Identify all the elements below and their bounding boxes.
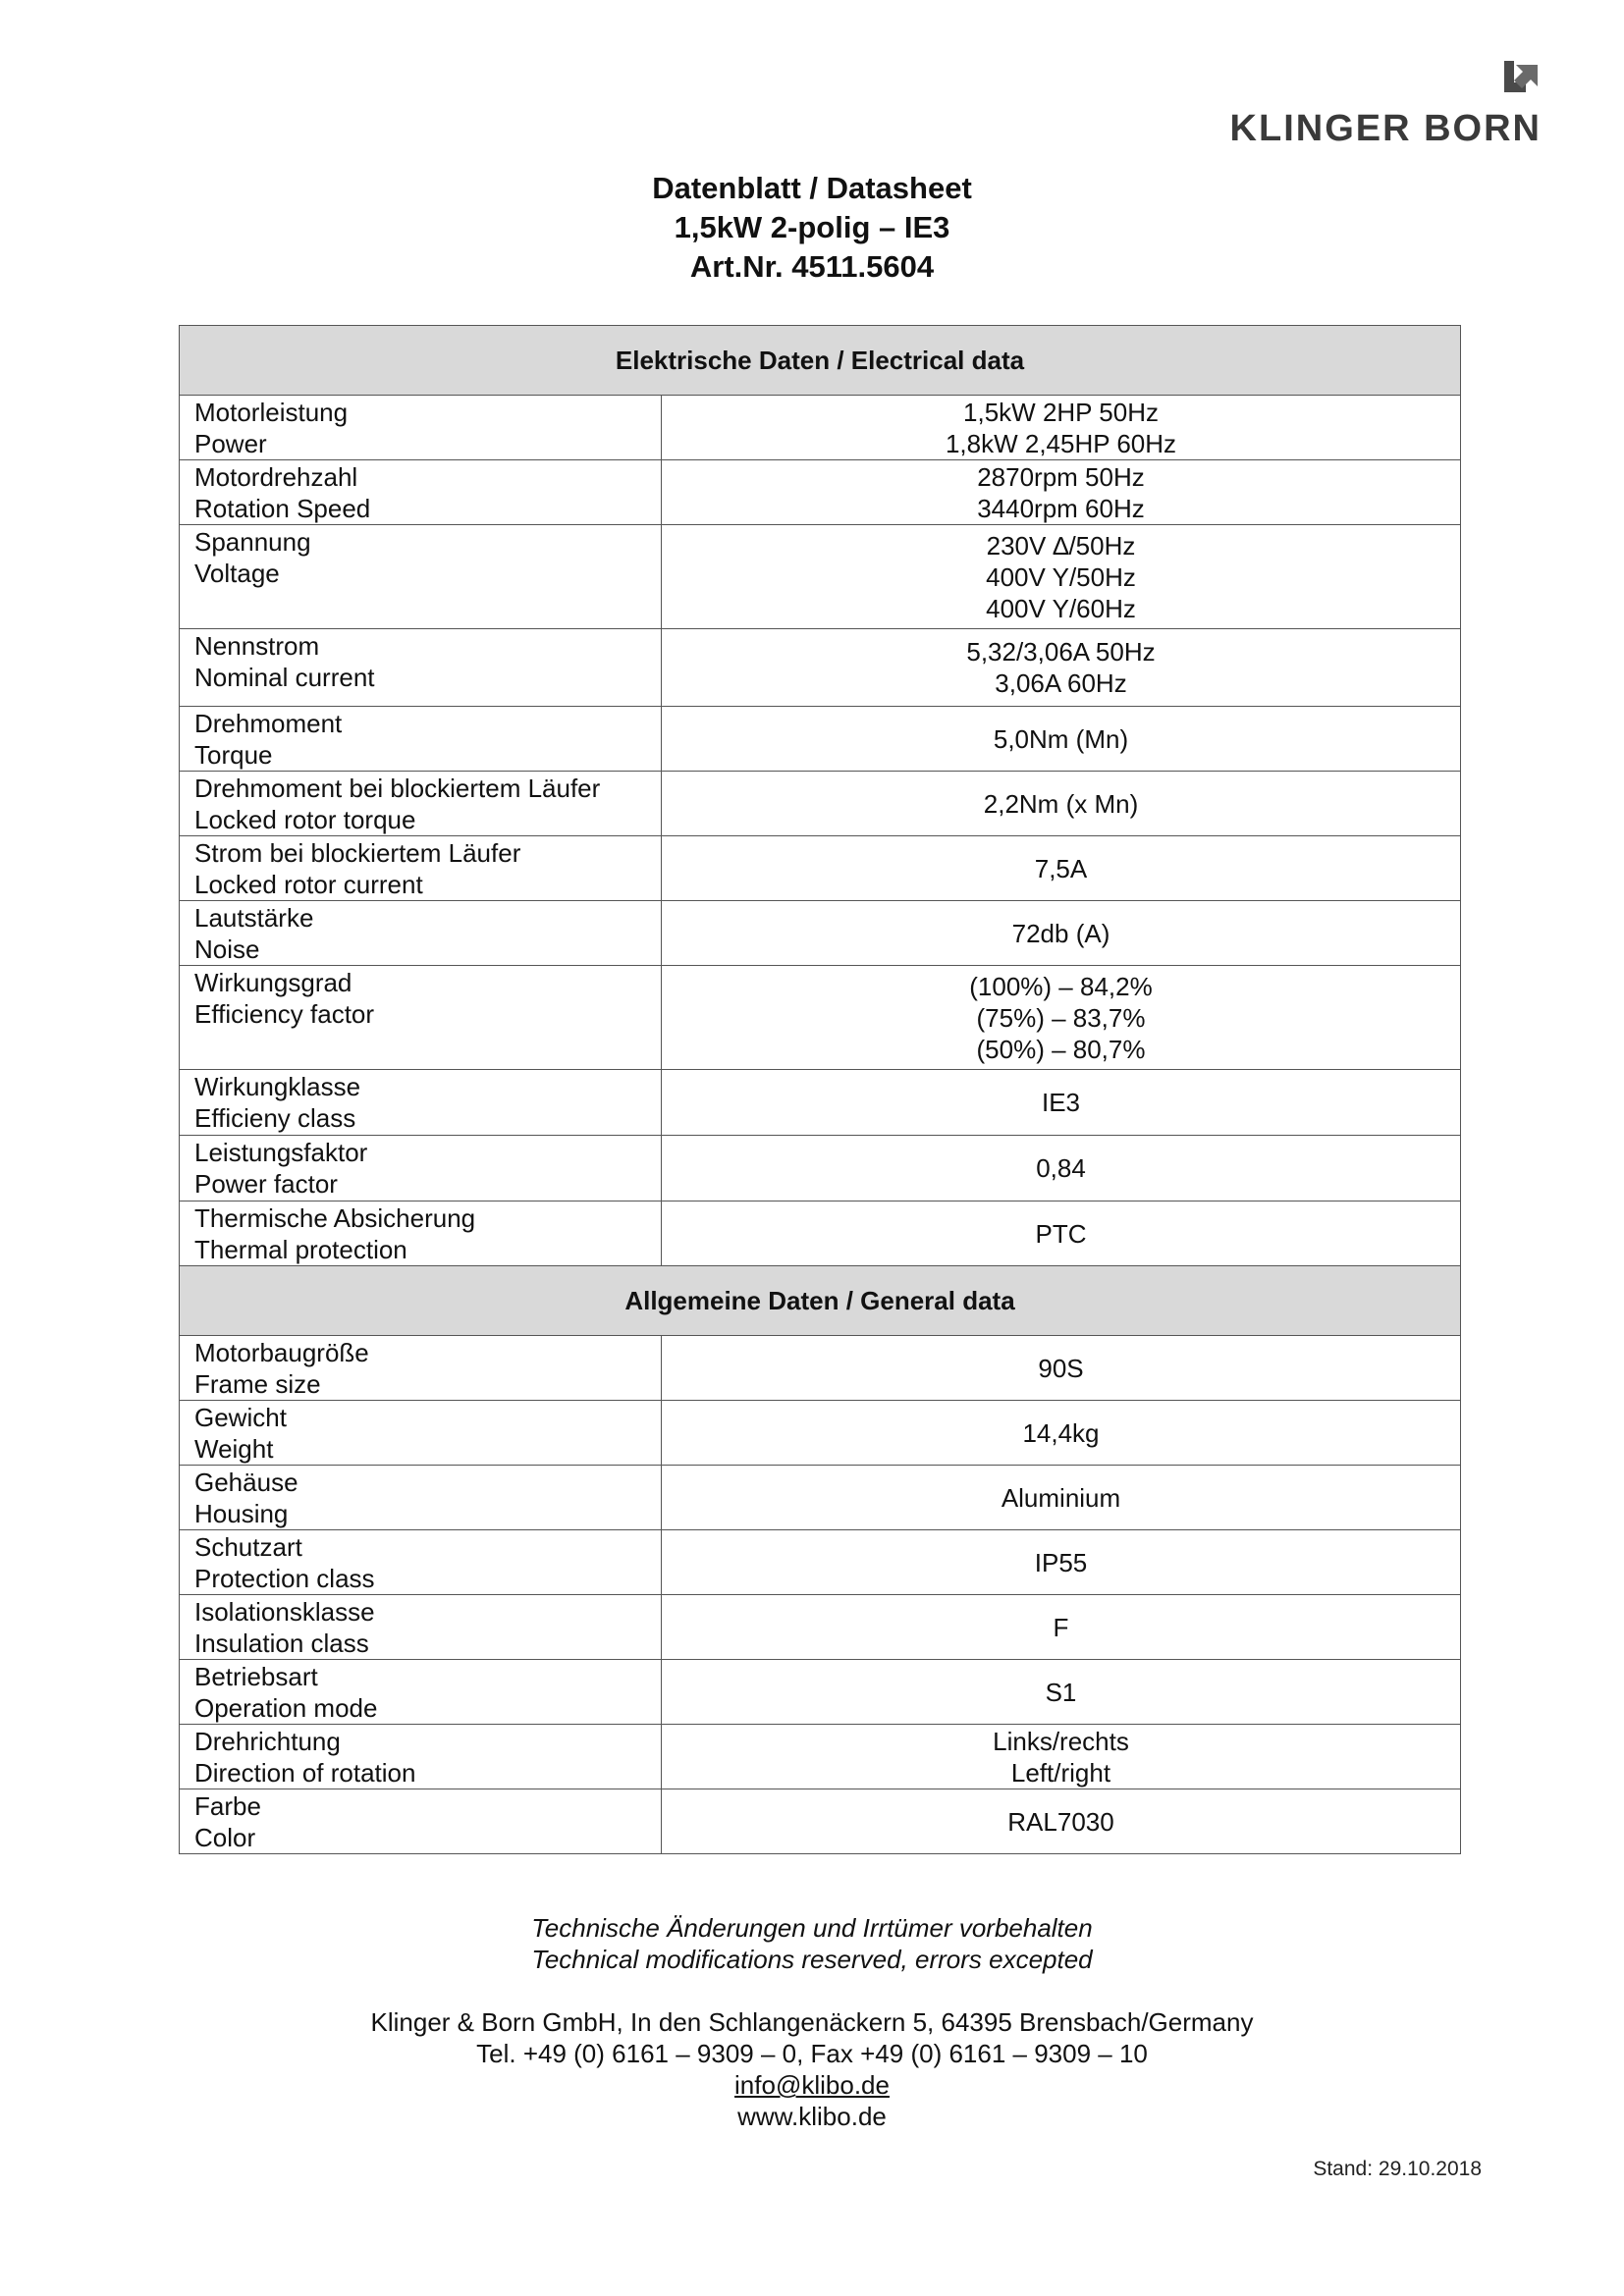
phone-fax: Tel. +49 (0) 6161 – 9309 – 0, Fax +49 (0) 6161 – 9309 – 10	[476, 2039, 1148, 2068]
property-value	[662, 1595, 1461, 1660]
property-label	[180, 396, 662, 460]
label-german: Farbe	[194, 1791, 261, 1821]
property-label	[180, 525, 662, 629]
table-row	[180, 1530, 1461, 1595]
value-line: (100%) – 84,2%	[969, 971, 1153, 1001]
label-english: Power factor	[194, 1169, 338, 1199]
value-line: 7,5A	[1034, 853, 1088, 883]
label-english: Torque	[194, 740, 273, 770]
value-line: 0,84	[1036, 1153, 1086, 1183]
table-row	[180, 966, 1461, 1070]
table-row	[180, 1136, 1461, 1201]
value-line: 400V Y/50Hz	[986, 561, 1136, 592]
value-line: F	[1053, 1612, 1069, 1642]
table-row	[180, 1725, 1461, 1789]
table-row	[180, 629, 1461, 707]
disclaimer-line-de: Technische Änderungen und Irrtümer vorbehalten	[531, 1913, 1093, 1943]
label-english: Nominal current	[194, 663, 375, 692]
label-english: Weight	[194, 1434, 274, 1464]
label-german: Motorleistung	[194, 398, 349, 427]
table-row	[180, 1595, 1461, 1660]
label-english: Efficieny class	[194, 1103, 356, 1133]
property-value	[662, 707, 1461, 772]
section-heading: Allgemeine Daten / General data	[180, 1266, 1461, 1336]
property-label	[180, 1530, 662, 1595]
value-line: 3,06A 60Hz	[995, 668, 1127, 698]
table-row	[180, 1466, 1461, 1530]
value-line: 2870rpm 50Hz	[977, 461, 1145, 492]
label-english: Voltage	[194, 559, 280, 588]
label-german: Strom bei blockiertem Läufer	[194, 838, 521, 868]
property-value	[662, 1725, 1461, 1789]
table-row	[180, 460, 1461, 525]
property-value	[662, 460, 1461, 525]
property-value	[662, 1336, 1461, 1401]
value-line: S1	[1045, 1677, 1077, 1707]
property-label	[180, 629, 662, 707]
property-value	[662, 836, 1461, 901]
table-row	[180, 525, 1461, 629]
property-value	[662, 1466, 1461, 1530]
property-value	[662, 901, 1461, 966]
label-german: Drehrichtung	[194, 1727, 341, 1756]
label-german: Gehäuse	[194, 1468, 298, 1497]
label-german: Schutzart	[194, 1532, 302, 1562]
disclaimer	[0, 1912, 1624, 1975]
company-logo	[1230, 61, 1542, 150]
property-value	[662, 1136, 1461, 1201]
label-german: Wirkungsgrad	[194, 968, 352, 997]
section-header	[180, 1266, 1461, 1336]
value-line: Left/right	[1010, 1757, 1111, 1788]
label-german: Isolationsklasse	[194, 1597, 375, 1627]
label-german: Motordrehzahl	[194, 462, 358, 492]
label-english: Frame size	[194, 1369, 321, 1399]
label-english: Color	[194, 1823, 256, 1852]
datasheet-table	[179, 325, 1461, 1854]
property-label	[180, 707, 662, 772]
title-line-2: 1,5kW 2-polig – IE3	[674, 210, 950, 244]
table-row	[180, 1660, 1461, 1725]
property-label	[180, 460, 662, 525]
property-label	[180, 1070, 662, 1136]
table-row	[180, 772, 1461, 836]
label-english: Protection class	[194, 1564, 375, 1593]
label-german: Motorbaugröße	[194, 1338, 369, 1367]
property-label	[180, 1401, 662, 1466]
property-value	[662, 1401, 1461, 1466]
label-english: Locked rotor current	[194, 870, 423, 899]
label-english: Rotation Speed	[194, 494, 371, 523]
section-header	[180, 326, 1461, 396]
value-line: (75%) – 83,7%	[976, 1002, 1146, 1033]
value-line: 3440rpm 60Hz	[977, 493, 1145, 523]
contact-block	[0, 2006, 1624, 2132]
value-line: 5,0Nm (Mn)	[993, 723, 1129, 754]
value-line: 2,2Nm (x Mn)	[983, 788, 1139, 819]
property-value	[662, 1201, 1461, 1266]
property-value	[662, 525, 1461, 629]
label-german: Nennstrom	[194, 631, 320, 661]
table-row	[180, 396, 1461, 460]
value-line: Aluminium	[1001, 1482, 1121, 1513]
value-line: 1,8kW 2,45HP 60Hz	[945, 428, 1177, 458]
email-link[interactable]: info@klibo.de	[734, 2070, 890, 2100]
label-german: Lautstärke	[194, 903, 314, 933]
value-line: 230V ∆/50Hz	[986, 530, 1136, 561]
label-german: Spannung	[194, 527, 311, 557]
label-german: Thermische Absicherung	[194, 1203, 476, 1233]
table-row	[180, 1789, 1461, 1854]
label-german: Leistungsfaktor	[194, 1138, 368, 1167]
disclaimer-line-en: Technical modifications reserved, errors excepted	[531, 1945, 1093, 1974]
property-label	[180, 772, 662, 836]
label-english: Locked rotor torque	[194, 805, 416, 834]
table-row	[180, 1336, 1461, 1401]
property-value	[662, 396, 1461, 460]
table-row	[180, 1070, 1461, 1136]
label-english: Housing	[194, 1499, 289, 1528]
property-label	[180, 1660, 662, 1725]
property-value	[662, 1660, 1461, 1725]
value-line: Links/rechts	[993, 1726, 1129, 1756]
label-german: Betriebsart	[194, 1662, 318, 1691]
property-value	[662, 1789, 1461, 1854]
property-label	[180, 1725, 662, 1789]
property-label	[180, 1789, 662, 1854]
property-label	[180, 1136, 662, 1201]
value-line: RAL7030	[1007, 1806, 1114, 1837]
website-link[interactable]: www.klibo.de	[737, 2102, 887, 2131]
section-heading: Elektrische Daten / Electrical data	[180, 326, 1461, 396]
label-english: Power	[194, 429, 267, 458]
table-row	[180, 1201, 1461, 1266]
label-english: Operation mode	[194, 1693, 378, 1723]
table-row	[180, 707, 1461, 772]
value-line: IE3	[1041, 1088, 1081, 1117]
property-value	[662, 772, 1461, 836]
label-english: Direction of rotation	[194, 1758, 416, 1788]
value-line: 5,32/3,06A 50Hz	[966, 637, 1156, 667]
property-label	[180, 836, 662, 901]
arrow-corner-logo-icon	[1500, 59, 1540, 98]
company-address: Klinger & Born GmbH, In den Schlangenäckern 5, 64395 Brensbach/Germany	[370, 2007, 1254, 2037]
property-label	[180, 1595, 662, 1660]
value-line: 1,5kW 2HP 50Hz	[963, 397, 1159, 427]
label-german: Drehmoment	[194, 709, 343, 738]
value-line: IP55	[1034, 1547, 1088, 1577]
property-label	[180, 1336, 662, 1401]
property-value	[662, 1530, 1461, 1595]
label-english: Thermal protection	[194, 1235, 407, 1264]
label-german: Wirkungklasse	[194, 1072, 361, 1101]
table-row	[180, 901, 1461, 966]
title-line-1: Datenblatt / Datasheet	[652, 171, 972, 205]
table-row	[180, 836, 1461, 901]
table-row	[180, 1401, 1461, 1466]
property-label	[180, 966, 662, 1070]
property-value	[662, 1070, 1461, 1136]
label-german: Drehmoment bei blockiertem Läufer	[194, 774, 601, 803]
logo-text: KLINGER BORN	[1229, 108, 1542, 149]
property-value	[662, 629, 1461, 707]
label-german: Gewicht	[194, 1403, 287, 1432]
property-value	[662, 966, 1461, 1070]
value-line: PTC	[1035, 1218, 1087, 1249]
property-label	[180, 901, 662, 966]
value-line: (50%) – 80,7%	[976, 1034, 1146, 1064]
value-line: 90S	[1038, 1353, 1084, 1383]
document-title	[0, 169, 1624, 287]
label-english: Noise	[194, 934, 260, 964]
value-line: 72db (A)	[1011, 918, 1110, 948]
value-line: 14,4kg	[1022, 1417, 1100, 1448]
value-line: 400V Y/60Hz	[986, 593, 1136, 623]
document-date: Stand: 29.10.2018	[1313, 2158, 1482, 2180]
property-label	[180, 1201, 662, 1266]
label-english: Insulation class	[194, 1629, 369, 1658]
label-english: Efficiency factor	[194, 999, 375, 1029]
title-line-3: Art.Nr. 4511.5604	[689, 249, 935, 284]
property-label	[180, 1466, 662, 1530]
